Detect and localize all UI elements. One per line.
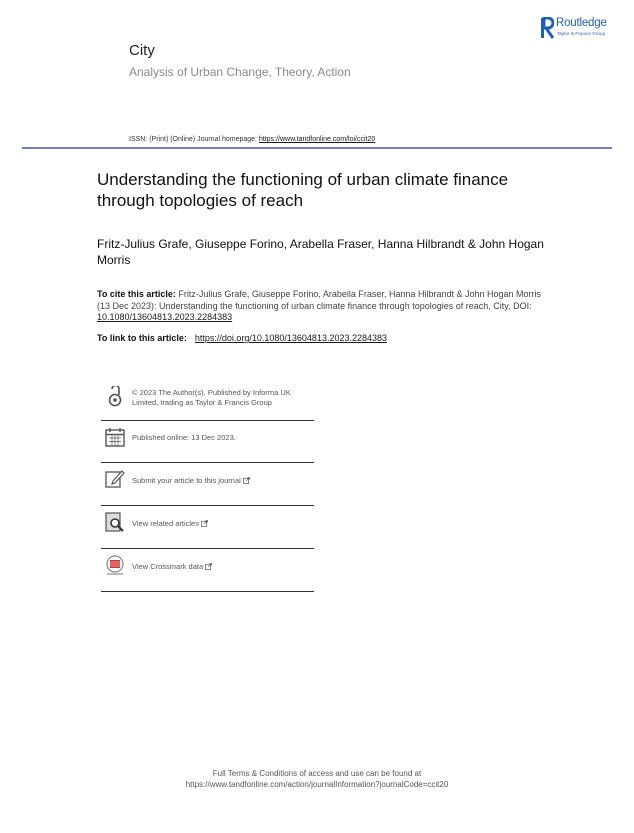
crossmark-link[interactable] <box>132 562 212 572</box>
article-title: Understanding the functioning of urban climate finance through topologies of reach <box>97 170 509 210</box>
footer-terms: Full Terms & Conditions of access and use can be found at <box>212 769 422 778</box>
row-divider <box>101 548 314 549</box>
edit-document-icon <box>104 468 126 490</box>
crossmark-icon <box>104 554 126 576</box>
publisher-name: Routledge <box>556 17 607 29</box>
publisher-logo[interactable] <box>540 17 620 41</box>
submit-article-label: Submit your article to this journal <box>132 476 241 485</box>
citation-text: Fritz-Julius Grafe, Giuseppe Forino, Arabella Fraser, Hanna Hilbrandt & John Hogan Morris (13 Dec 2023): Understanding the functioning of urban climate finance through topologies of reach, City, DOI: <box>97 289 542 311</box>
issn-line <box>129 136 375 143</box>
publisher-tagline: Taylor & Francis Group <box>557 31 606 36</box>
submit-article-link[interactable] <box>132 476 250 486</box>
citation-label: To cite this article: <box>97 289 176 299</box>
open-access-icon <box>104 386 126 408</box>
article-authors: Fritz-Julius Grafe, Giuseppe Forino, Arabella Fraser, Hanna Hilbrandt & John Hogan Morris <box>97 237 544 267</box>
issn-text: ISSN: (Print) (Online) Journal homepage: <box>129 136 259 143</box>
link-label: To link to this article: <box>97 333 187 343</box>
related-articles-link[interactable] <box>132 519 208 529</box>
article-link-block <box>97 333 547 343</box>
citation-doi-link[interactable]: 10.1080/13604813.2023.2284383 <box>97 312 233 322</box>
published-date: Published online: 13 Dec 2023. <box>132 433 236 442</box>
row-divider <box>101 505 314 506</box>
journal-title: City <box>129 42 155 59</box>
external-link-icon <box>201 520 208 527</box>
copyright-notice: © 2023 The Author(s). Published by Informa UK Limited, trading as Taylor & Francis Group <box>132 388 291 407</box>
external-link-icon <box>243 477 250 484</box>
submit-article-row[interactable] <box>101 468 314 506</box>
row-divider <box>101 591 314 592</box>
published-row <box>101 426 314 463</box>
header-divider <box>22 147 612 149</box>
search-document-icon <box>104 511 126 533</box>
row-divider <box>101 462 314 463</box>
external-link-icon <box>205 563 212 570</box>
article-doi-link[interactable]: https://doi.org/10.1080/13604813.2023.2284383 <box>194 333 388 343</box>
citation-block <box>97 289 547 324</box>
row-divider <box>101 420 314 421</box>
related-articles-label: View related articles <box>132 519 199 528</box>
footer-terms-link[interactable]: https://www.tandfonline.com/action/journalInformation?journalCode=ccit20 <box>185 780 449 789</box>
calendar-icon <box>104 426 126 448</box>
open-access-row <box>101 386 314 420</box>
crossmark-label: View Crossmark data <box>132 562 204 571</box>
routledge-logo-icon <box>540 17 554 39</box>
journal-subtitle: Analysis of Urban Change, Theory, Action <box>129 65 351 79</box>
related-articles-row[interactable] <box>101 511 314 549</box>
crossmark-row[interactable] <box>101 554 314 592</box>
footer <box>0 768 634 790</box>
journal-homepage-link[interactable]: https://www.tandfonline.com/loi/ccit20 <box>258 136 376 143</box>
